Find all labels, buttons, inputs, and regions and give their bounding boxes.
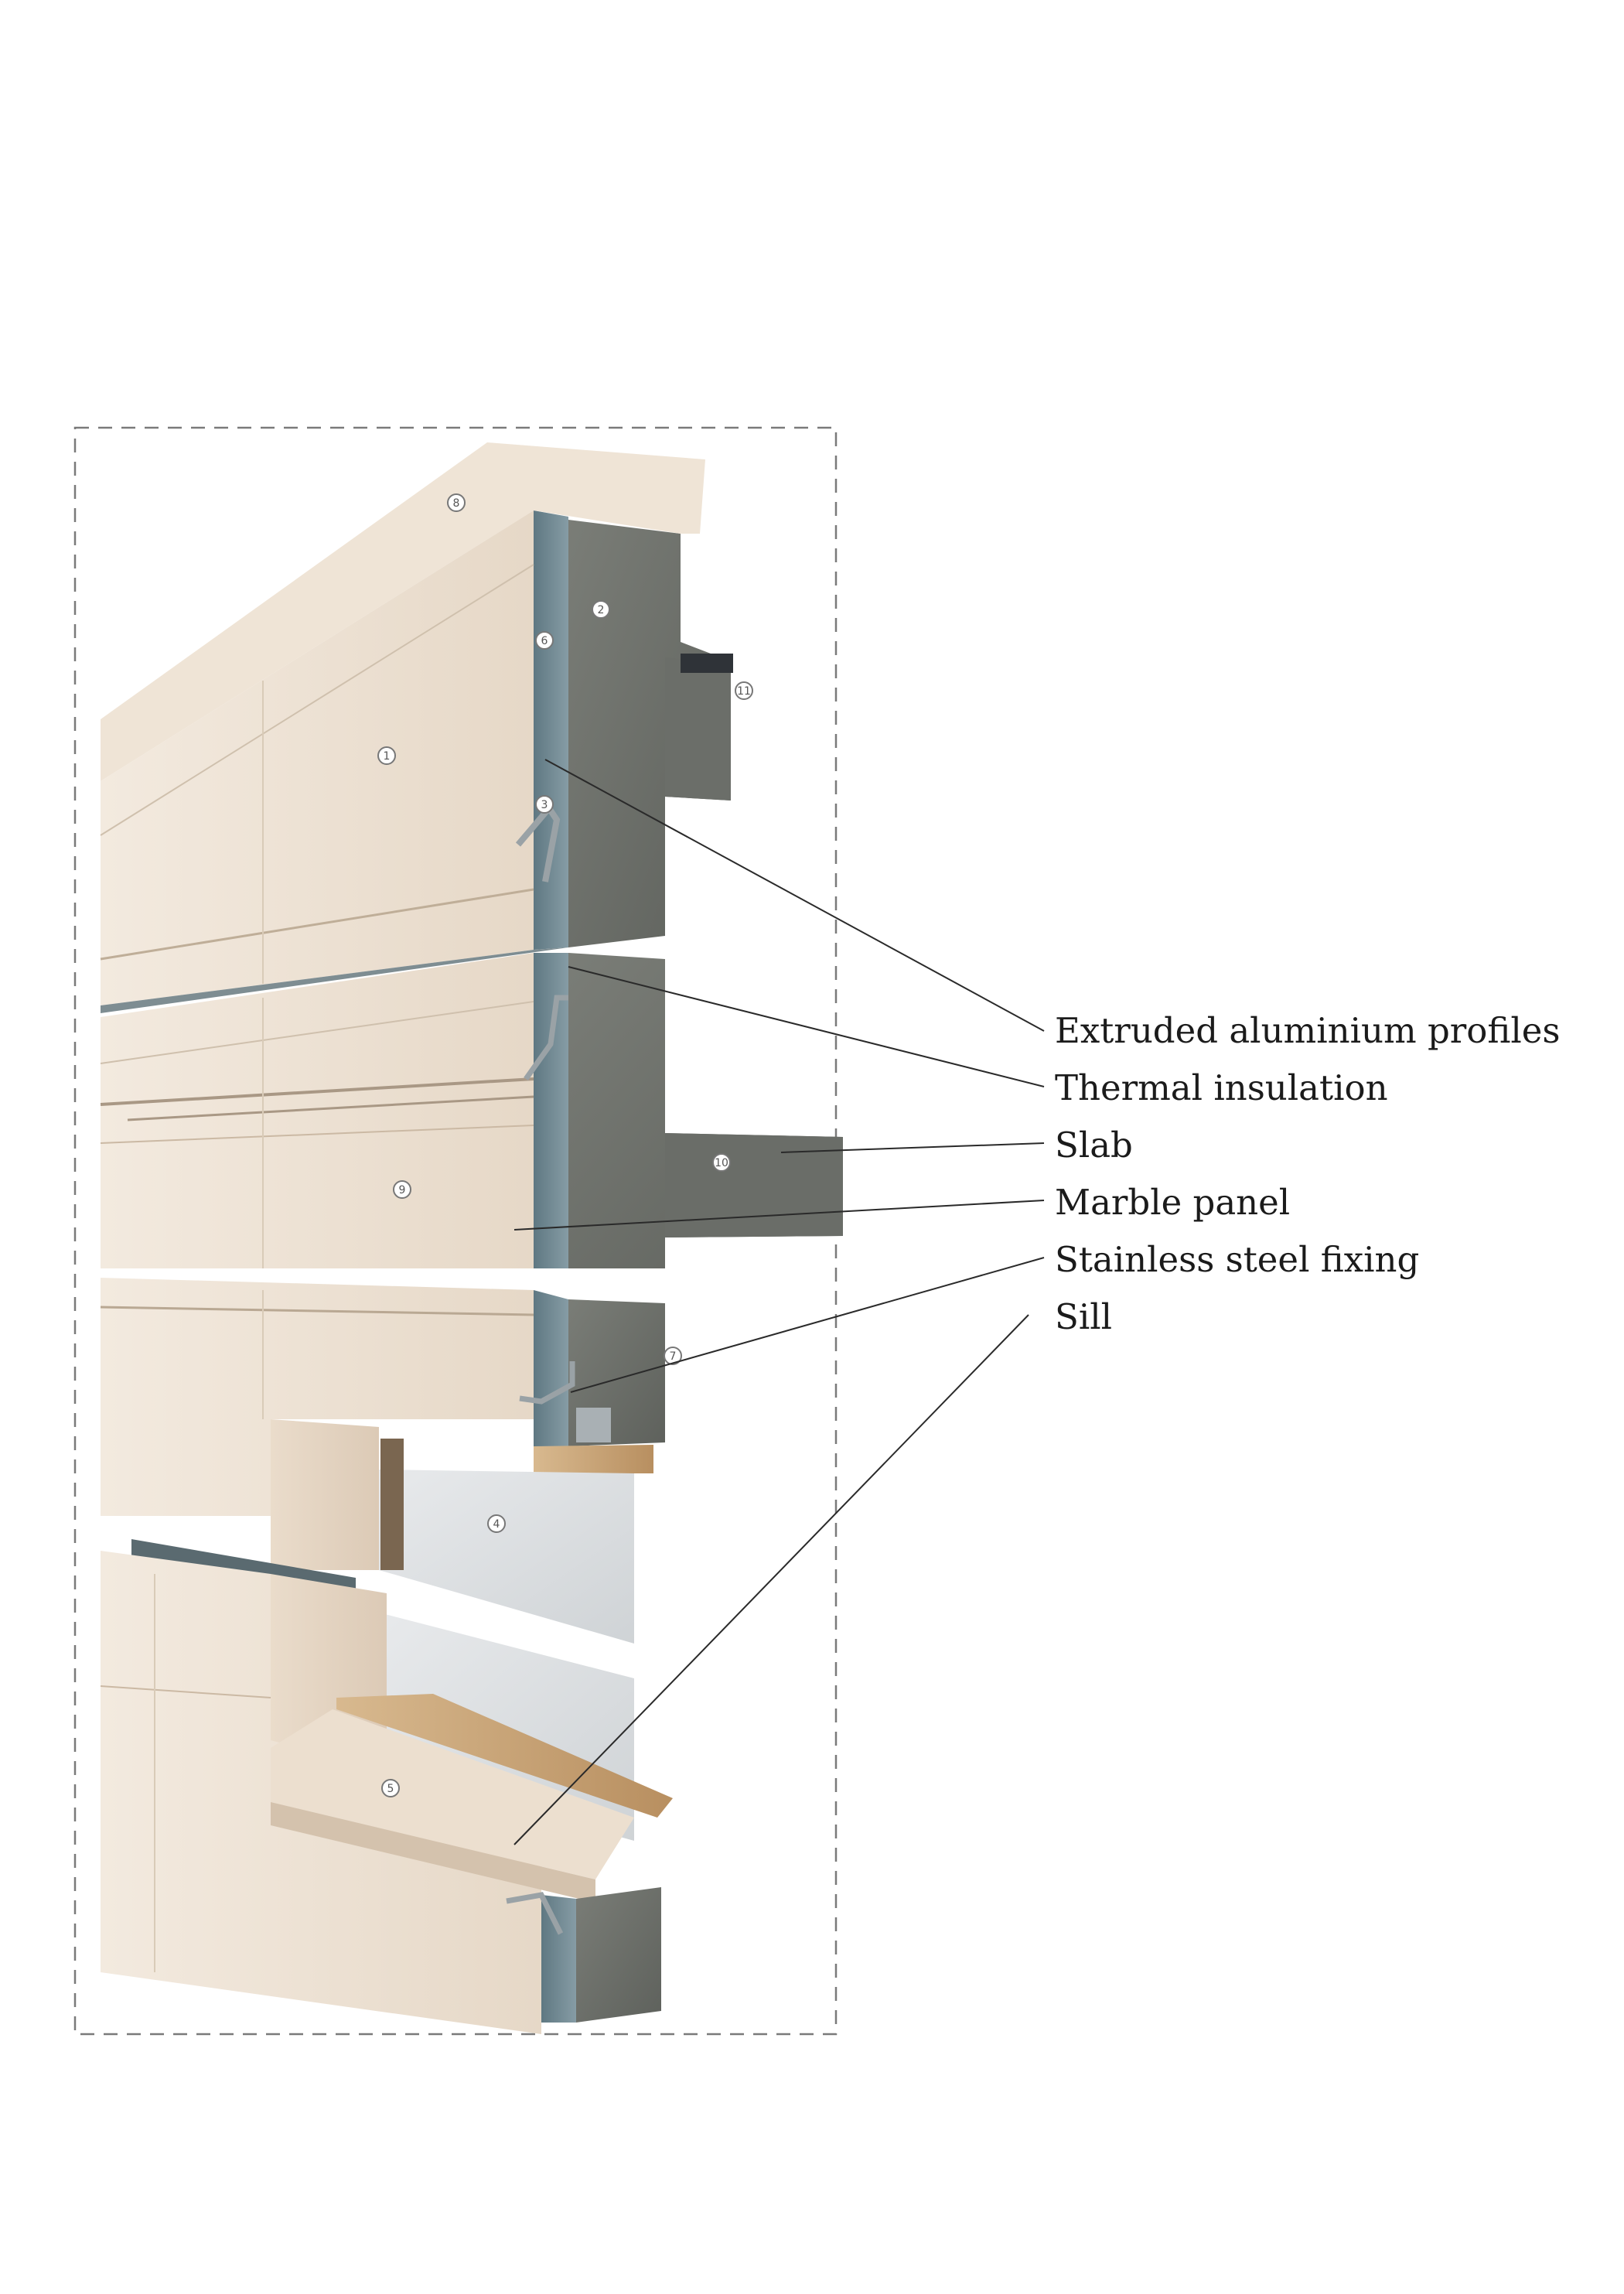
marker-label: 9 (398, 1184, 406, 1196)
slab-edge-cap (681, 654, 733, 673)
label-sill: Sill (1055, 1296, 1113, 1337)
marker-label: 1 (383, 750, 391, 763)
marker-label: 5 (387, 1783, 394, 1795)
part-marker (382, 1780, 399, 1797)
label-slab: Slab (1055, 1125, 1133, 1166)
label-stainless-steel-fixing: Stainless steel fixing (1055, 1239, 1420, 1280)
label-marble-panel: Marble panel (1055, 1182, 1291, 1223)
middle-block (101, 953, 843, 1268)
marker-label: 4 (493, 1518, 500, 1531)
marker-label: 10 (715, 1157, 728, 1169)
aluminium-profile-low (534, 1290, 568, 1446)
aluminium-profile-top (534, 510, 568, 950)
marker-label: 7 (669, 1350, 677, 1363)
part-marker (448, 494, 465, 511)
slab (665, 1133, 843, 1237)
marker-label: 6 (541, 635, 548, 647)
part-marker (536, 632, 553, 649)
part-marker (735, 682, 752, 699)
label-extruded-aluminium-profiles: Extruded aluminium profiles (1055, 1010, 1561, 1051)
part-marker (536, 796, 553, 813)
marker-label: 11 (737, 685, 751, 698)
part-marker (713, 1154, 730, 1171)
marble-reveal (271, 1419, 379, 1570)
fixing-box (576, 1408, 611, 1442)
window-jamb (380, 1439, 404, 1570)
marker-label: 8 (452, 497, 460, 510)
timber-head (534, 1445, 653, 1473)
part-marker (592, 601, 609, 618)
marker-label: 2 (597, 604, 605, 616)
insulation-step (665, 657, 731, 801)
aluminium-profile-bottom (541, 1895, 576, 2023)
label-thermal-insulation: Thermal insulation (1055, 1067, 1388, 1108)
top-block (101, 442, 733, 1013)
thermal-insulation-bottom (576, 1887, 661, 2023)
marker-label: 3 (541, 799, 548, 811)
part-marker (394, 1181, 411, 1198)
part-marker (488, 1515, 505, 1532)
part-marker (378, 747, 395, 764)
glass-pane (379, 1470, 634, 1644)
